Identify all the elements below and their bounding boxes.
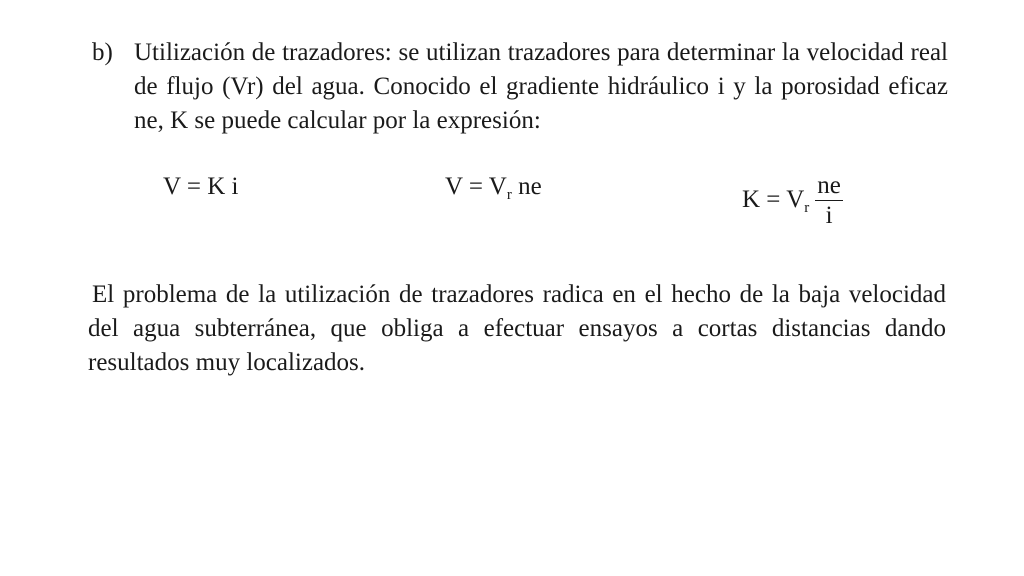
equation-subscript: r bbox=[804, 200, 810, 216]
list-marker: b) bbox=[92, 39, 113, 66]
equation-lhs-group bbox=[742, 186, 810, 216]
equation-lhs: V = V bbox=[445, 173, 507, 200]
fraction bbox=[815, 172, 843, 231]
equation-text: V = K i bbox=[163, 173, 239, 200]
equation-rhs: ne bbox=[511, 173, 542, 200]
list-item-b bbox=[92, 36, 948, 138]
fraction-denominator: i bbox=[825, 202, 833, 229]
fraction-numerator: ne bbox=[817, 172, 841, 199]
equation-k-fraction bbox=[742, 172, 843, 231]
equation-v-ki bbox=[163, 172, 238, 202]
equation-lhs: K = V bbox=[742, 186, 805, 213]
equation-v-vr-ne bbox=[445, 172, 542, 205]
body-paragraph: El problema de la utilización de trazadores radica en el hecho de la baja velocidad del agua subterránea, que obliga a efectuar ensayos a cortas distancias dando resultados muy localizados. bbox=[88, 281, 946, 376]
equation-subscript: r bbox=[506, 187, 512, 203]
list-item-text: Utilización de trazadores: se utilizan trazadores para determinar la velocidad real de flujo (Vr) del agua. Conocido el gradiente hidráulico i y la porosidad eficaz ne, K se puede calcular por la expresión: bbox=[134, 39, 948, 134]
